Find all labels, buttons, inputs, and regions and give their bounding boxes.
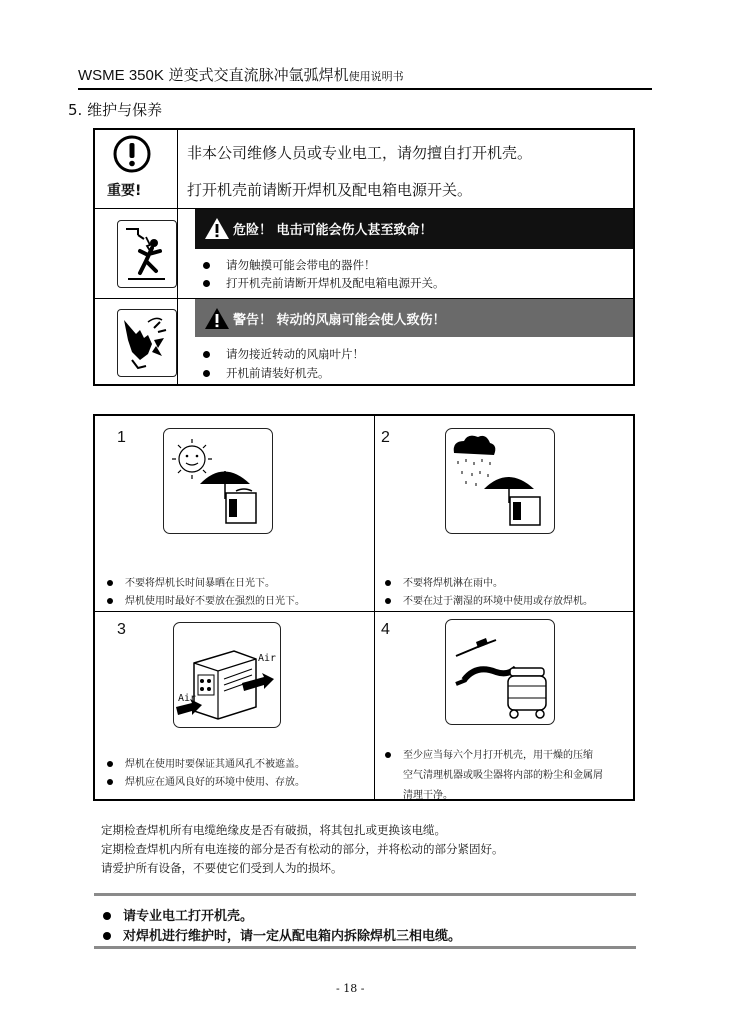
rain-umbrella-picture bbox=[445, 428, 555, 534]
cell-item: 不要将焊机长时间暴晒在日光下。 bbox=[107, 574, 275, 589]
cell-number: 4 bbox=[381, 621, 390, 638]
vacuum-cleaner-icon bbox=[446, 620, 553, 723]
ventilated-welder-icon bbox=[174, 623, 279, 726]
warning-item: 请勿接近转动的风扇叶片！ bbox=[203, 346, 364, 362]
cell-item: 不要将焊机淋在雨中。 bbox=[385, 574, 503, 589]
divider bbox=[95, 611, 633, 612]
product-title: 逆变式交直流脉冲氩弧焊机 bbox=[168, 66, 349, 84]
divider bbox=[94, 893, 636, 896]
electric-shock-icon bbox=[118, 221, 175, 286]
note-item: 请专业电工打开机壳。 bbox=[103, 905, 253, 924]
exclamation-circle-icon bbox=[112, 134, 152, 174]
warning-triangle-icon bbox=[204, 217, 230, 240]
cleaning-picture bbox=[445, 619, 555, 725]
header-rule bbox=[78, 88, 652, 90]
danger-item: 打开机壳前请断开焊机及配电箱电源开关。 bbox=[203, 275, 445, 291]
cell-number: 1 bbox=[117, 429, 126, 446]
danger-banner bbox=[195, 209, 633, 249]
model-number: WSME 350K bbox=[78, 67, 164, 84]
danger-title: 危险！ 电击可能会伤人甚至致命！ bbox=[233, 223, 433, 238]
cell-item: 焊机在使用时要保证其通风孔不被遮盖。 bbox=[107, 755, 305, 770]
cell-number: 3 bbox=[117, 621, 126, 638]
cell-item: 焊机使用时最好不要放在强烈的日光下。 bbox=[107, 592, 305, 607]
sun-umbrella-welder-icon bbox=[164, 429, 271, 532]
fan-hand-icon bbox=[118, 310, 175, 375]
sun-umbrella-picture bbox=[163, 428, 273, 534]
warning-item: 开机前请装好机壳。 bbox=[203, 365, 330, 381]
cell-item: 焊机应在通风良好的环境中使用、存放。 bbox=[107, 773, 305, 788]
document-header bbox=[78, 64, 404, 85]
divider bbox=[374, 416, 375, 799]
important-line: 非本公司维修人员或专业电工，请勿擅自打开机壳。 bbox=[187, 144, 533, 162]
warning-triangle-icon bbox=[204, 307, 230, 330]
safety-notice-box bbox=[93, 128, 635, 386]
note-item: 对焊机进行维护时，请一定从配电箱内拆除焊机三相电缆。 bbox=[103, 925, 461, 944]
maintenance-paragraph: 定期检查焊机内所有电连接的部分是否有松动的部分，并将松动的部分紧固好。 bbox=[101, 842, 504, 856]
important-line: 打开机壳前请断开焊机及配电箱电源开关。 bbox=[187, 181, 473, 199]
warning-banner bbox=[195, 299, 633, 337]
electric-shock-pictogram bbox=[117, 220, 177, 288]
environment-grid bbox=[93, 414, 635, 801]
section-title: 5. 维护与保养 bbox=[68, 101, 163, 119]
rain-umbrella-welder-icon bbox=[446, 429, 553, 532]
divider bbox=[94, 946, 636, 949]
cell-number: 2 bbox=[381, 429, 390, 446]
cell-item-continuation: 清理干净。 bbox=[403, 790, 453, 801]
cell-item: 至少应当每六个月打开机壳，用干燥的压缩 bbox=[385, 746, 593, 761]
maintenance-paragraph: 请爱护所有设备，不要使它们受到人为的损坏。 bbox=[101, 861, 343, 875]
fan-hazard-pictogram bbox=[117, 309, 177, 377]
cell-item-continuation: 空气清理机器或吸尘器将内部的粉尘和金属屑 bbox=[403, 770, 603, 781]
warning-title: 警告！ 转动的风扇可能会使人致伤！ bbox=[233, 313, 446, 328]
page-number: - 18 - bbox=[336, 982, 365, 995]
divider bbox=[177, 130, 178, 384]
cell-item: 不要在过于潮湿的环境中使用或存放焊机。 bbox=[385, 592, 593, 607]
air-label: Air bbox=[178, 693, 197, 704]
danger-item: 请勿触摸可能会带电的器件！ bbox=[203, 257, 376, 273]
important-label: 重要! bbox=[107, 183, 142, 199]
manual-subtitle: 使用说明书 bbox=[348, 70, 404, 83]
maintenance-paragraph: 定期检查焊机所有电缆绝缘皮是否有破损，将其包扎或更换该电缆。 bbox=[101, 823, 446, 837]
ventilation-picture bbox=[173, 622, 281, 728]
air-label: Air bbox=[258, 653, 277, 664]
